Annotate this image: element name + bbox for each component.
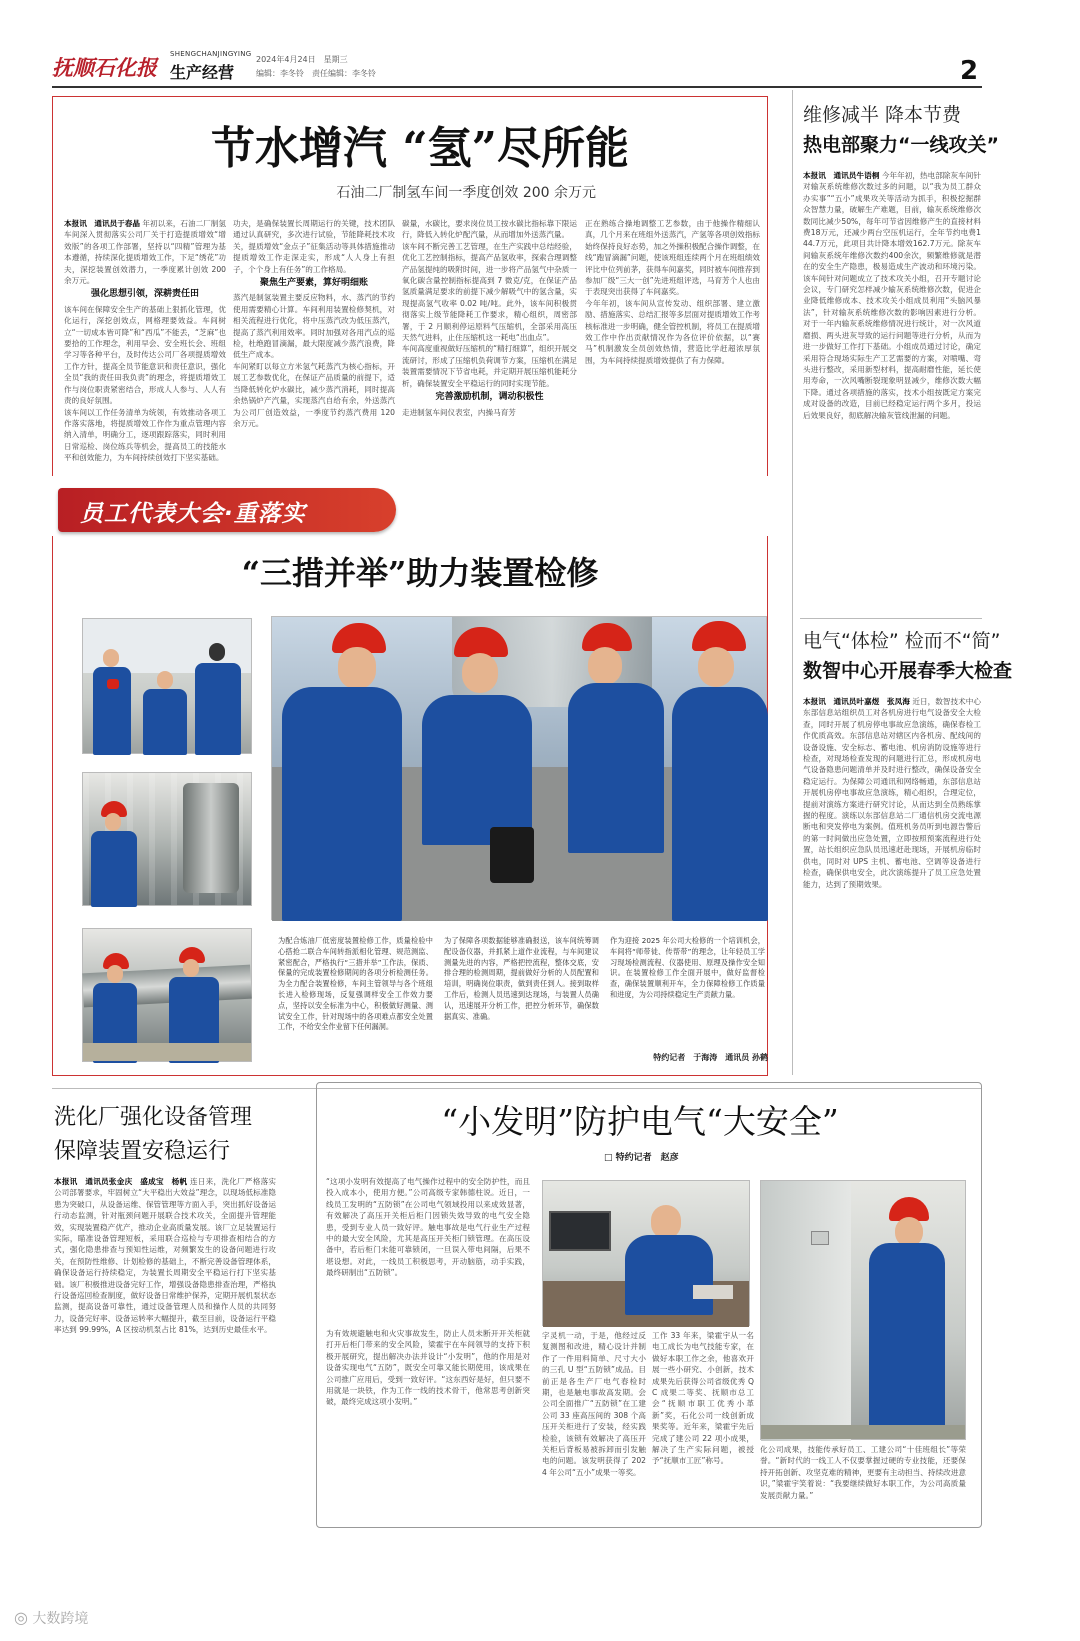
right-2-text: 近日，数智技术中心东部信息站组织员工对各机房进行电气设备安全大检查，同时开展了机房停电事故应急演练，确保春检工作优质高效。东部信息站对辖区内各机房、配线间的设备设施、安全标志、蓄电池、机房消防设施等进行检查，对现场检查发现的问题进行汇总，形成机房电气设备隐患问题清单并及时进行整改，确保设备安全稳定运行。为保障公司通讯和网络畅通，东部信息站开展机房停电事故应急演练，精心组织，合理定位，提前对演练方案进行研究讨论，从而达到全员熟练掌握的程度。演练以东部信息站二厂通信机房交流电源断电和突发停电为案例。值班机务员听到电源告警后的第一时间做出应急处置，立即按照预案流程进行处置，站长组织应急队员迅速赶赴现场，开展机房临时供电，同时对 UPS 主机、蓄电池、空调等设备进行检查，确保供电安全，此次演练提升了员工应急处置能力，达到了预期效果。: [803, 697, 982, 889]
article-1-p6: 碳量，水碳比，要求岗位员工按水碳比指标靠下限运行，降低入转化炉配汽量，从而增加外送蒸汽量。: [402, 219, 577, 240]
article-1-p9: 走进制氢车间仪表室，内操马育芳: [402, 407, 516, 417]
right-1-text: 今年年初，热电部除灰车间针对输灰系统维修次数过多的问题，以“我为员工群众办实事”“五小”成果攻关等活动为抓手，积极挖掘群众智慧力量，破解生产难题，目前，输灰系统维修次数同比减少50%，每年可节省因维修产生的直接材料费18万元，还减少两台空压机运行，全年节约电费144.7万元，此项目共计降本增效162.7万元。除灰车间输灰系统年维修次数约400余次，频繁维修就是潜在的安全生产隐患，极易造成生产波动和环境污染。该车间针对问题成立了技术攻关小组，召开专题讨论会议，专门研究怎样减少输灰系统维修次数，促进企业降低维修成本、技术攻关小组成员利用“头脑风暴法”，针对输灰系统维修次数的影响因素进行分析。对于一年内输灰系统维修情况进行统计，对一次风道磨损、两头进灰导致的运行问题等进行分析，从而为进一步做好工作打下基础。小组成员通过讨论，确定采用符合现场实际生产工艺需要的方案，对喷嘴、弯头进行整改，采用新型材料，提高耐磨性能，延长使用寿命，一次风嘴断裂现象明显减少，维修次数大幅下降。通过各项措施的落实，技术小组按既定方案完成对设备的改造，目前已经稳定运行两个多月，投运后效果良好，彻底解决输灰管线泄漏的问题。: [803, 171, 982, 420]
right-1-byline: 本报讯 通讯员牛语桐: [803, 171, 880, 180]
inventor-photo-panel: [760, 1180, 966, 1440]
issue-date: 2024年4月24日 星期三: [256, 55, 348, 64]
article-1-p7: 该车间不断完善工艺管理，在生产实践中总结经验，优化工艺控制指标，提高产品氢收率，探索合理调整产品氢提纯的吸附时间，进一步将产品氢气中杂质一氧化碳含量控制指标提高到 7 微克/克，在保证产品氢质量满足要求的前提下减少解吸气中的氢含量，实现提高氢气收率 0.02 吨/吨。此外，该车间积极贯彻落实上级节能降耗工作要求，精心组织，周密部署，于 2 月顺利停运原料气压缩机，全部采用高压天然气进料，止住压缩机这一耗电“出血点”。: [402, 241, 577, 343]
article-3-title-line-1: 洗化厂强化设备管理: [54, 1105, 253, 1130]
right-1-title-line-1: 维修减半 降本节费: [803, 104, 962, 126]
article-1-subhead-3: 完善激励机制，调动积极性: [435, 392, 544, 403]
article-1-col-2: [233, 218, 395, 478]
section-name: 生产经营: [170, 63, 235, 82]
article-4-col-3: 字灵机一动，于是，他经过反复测图和改进，精心设计并制作了一件用料简单、尺寸大小的三孔 U 型“五防锁”成品。目前正是各生产厂电气春检时期，也是触电事故高发期。会公司全面推广“五防锁”在工建公司 33 座高压间的 308 个高压开关柜进行了安装，经实践检验，该锁有效解决了高压开关柜后背板易被拆卸而引发触电的问题。该发明获得了 2024 年公司“五小”成果一等奖。: [542, 1331, 646, 1477]
watermark-logo-icon: ◎: [14, 1608, 28, 1627]
editor-credit: 编辑：李冬铃 责任编辑：李冬铃: [256, 69, 376, 78]
right-1-body: [803, 170, 981, 610]
right-1-title-line-2: 热电部聚力“一线攻关”: [803, 134, 999, 156]
article-1-col-3: [402, 218, 577, 528]
article-4-credit-text: 特约记者 赵彦: [615, 1153, 679, 1163]
inspection-photo-main: [271, 616, 767, 920]
right-2-title-line-2: 数智中心开展春季大检查: [803, 660, 1013, 682]
conference-banner: [58, 488, 396, 532]
article-3-title-line-2: 保障装置安稳运行: [54, 1139, 231, 1164]
inventor-photo-desk: [542, 1180, 750, 1326]
article-4-credit: [604, 1150, 679, 1163]
article-3-body: [54, 1176, 276, 1536]
page-number: 2: [960, 56, 979, 86]
article-4-credit-marker: □: [604, 1153, 616, 1163]
article-4-title: “小发明”防护电气“大安全”: [441, 1102, 839, 1141]
conference-banner-text: 员工代表大会·重落实: [80, 501, 306, 527]
article-1-title: 节水增汽 “氢”尽所能: [211, 123, 629, 174]
article-3-text: 连日来，洗化厂严格落实公司部署要求，牢固树立“大平稳出大效益”理念，以现场低标准隐患为突破口，从设备运维、保管管理等方面入手，突出抓好设备运行动态监测，针对瓶颈问题开展联合技术攻关，全面提升管理能效，实现装置稳产优产，推动企业高质量发展。该厂立足装置运行实际，瞄准设备管理短板，采用联合巡检与专项排查相结合的方式，强化隐患排查与预知性运维，对频繁发生的设备问题进行攻关，在预防性维修、计划检修的基础上，不断完善设备管理体系，确保设备运行持续稳定，为装置长周期安全平稳运行打下坚实基础。该厂积极推进设备完好工作，增强设备隐患排查治理，严格执行设备巡回检查制度，做好设备日常维护保养，定期开展机泵状态监测，提高设备可靠性，通过设备管理人员和操作人员的共同努力，设备完好率、设备运转率大幅提升，截至目前，设备运行平稳率达到 99.99%，A 区按动机泵占比 81%，达到历史最佳水平。: [54, 1177, 277, 1335]
article-1-p3: 功夫，是确保装置长周期运行的关键，技术团队通过认真研究，多次进行试验，节能降耗技术攻关，提质增效“金点子”征集活动等具体措施推动提质增效工作走深走实，形成“人人身上有担子，个个身上有任务”的工作格局。: [233, 219, 395, 274]
article-4-col-2: 为有效规避触电和火灾事故发生，防止人员未断开开关柜就打开后柜门带来的安全风险，梁霍宇在车间领导的支持下积极开展研究，提出解决办法并设计“小发明”，他的作用是对设备实现电气“五防”，既安全可靠又能长期使用，该成果在公司推广应用后，受到一致好评。“这东西好是好，但只要不用就是一块铁，作为工作一线的技术骨干，他常思考创新突破，最终完成这项小发明。”: [326, 1329, 530, 1407]
article-4-col-5: 化公司成果，技能传承好员工、工建公司“十佳班组长”等荣誉。“新时代的一线工人不仅要掌握过硬的专业技能，还要保持开拓创新、攻坚克难的精神，更要有主动担当、持续改进意识，”梁霍宇笑着说：“我要继续做好本职工作，为公司高质量发展贡献力量。”: [760, 1445, 966, 1500]
article-2-title: “三措并举”助力装置检修: [241, 554, 599, 592]
right-2-title-line-1: 电气“体检” 检而不“简”: [803, 630, 1001, 652]
article-1-col-4: [585, 218, 760, 528]
article-1-p5: 车间紧盯以每立方米氢气耗蒸汽为核心指标，开展工艺参数优化，在保证产品质量的前提下，适当降低转化炉水碳比，减少蒸汽消耗，同时提高余热锅炉产汽量，实现蒸汽自给有余，外送蒸汽为公司厂创造效益，一季度节约蒸汽费用 120 余万元。: [233, 361, 395, 428]
article-1-p10: 正在熟练合操地调整工艺参数，由于他操作精细认真，几个月来在班组外送蒸汽，产氢等各项创效指标始终保持良好态势，加之外操积极配合操作调整，在线“跑冒滴漏”问题，使该班组连续两个月在班组绩效评比中位列前茅，获得车间嘉奖，同时被车间推荐到参加厂级“三大一创”先进班组评选，马育芳个人也由于表现突出获得了车间嘉奖。: [585, 219, 760, 297]
masthead-logo: 抚顺石化报: [52, 55, 157, 80]
article-1-subhead-1: 强化思想引领，深耕责任田: [90, 289, 199, 300]
article-1-p1: 该车间在保障安全生产的基础上狠抓化管理，优化运行，深挖创效点，网格理要效益。车间树立“一切成本皆可降”和“西瓜”不能丢，“芝麻”也要拾的工作理念，利用早会、安全班长会、班组学习等各种平台，及时传达公司厂各项提质增效工作方针，提高全员节能意识和责任意识，强化全员“我的责任田我负责”的理念，将提质增效工作与岗位职责紧密结合，形成人人参与、人人有责的良好氛围。: [64, 304, 226, 406]
inspection-photo-2: [82, 772, 252, 906]
article-2-col-1: 为配合炼油厂低密度装置检修工作，质量检验中心搭抢二联合车间转指派相化管理、规范测监、紧密配合，严格执行“三措并举”工作法，保质、保量的完成装置检修期间的各项分析检测任务。为全力配合装置检修，车间主管领导与各个班组长进入检修现场，反复强调样安全工作效力要点，坚持以安全标准为中心，积极做好测量、测试安全工作，针对现场中的各项难点都安全处置工作，不给安全作业留下任何漏洞。: [278, 936, 433, 1032]
article-1-col-1: [64, 218, 227, 463]
article-1-p2: 该车间以工作任务清单为统领，有效推动各项工作落实落地，将提质增效工作作为重点管理内容纳入清单，明确分工，逐项跟踪落实，同时利用日常巡检、岗位练兵等机会，提高员工的技能水平和创效能力，为车间持续创效打下坚实基础。: [64, 407, 226, 463]
section-pinyin: SHENGCHANJINGYING: [170, 50, 252, 58]
article-1-p4: 蒸汽是制氢装置主要反应物料，水、蒸汽的节约使用需要精心计算。车间利用装置检修契机，对相关流程进行优化，将中压蒸汽改为低压蒸汽，提高了蒸汽利用效率。同时加强对各用汽点的巡检，杜绝跑冒滴漏，最大限度减少蒸汽浪费，降低生产成本。: [233, 293, 395, 360]
article-2-credit: 特约记者 于海涛 通讯员 孙鹤: [653, 1053, 768, 1062]
article-1-lead: 年初以来，石油二厂制氢车间深入贯彻落实公司厂关于打造提质增效“增效版”的各项工作部署，坚持以“四精”管理为基本遵循，持续深化提质增效工作，下足“绣花”功夫，深挖装置创效潜力，一季度累计创效 200 余万元。: [64, 219, 227, 286]
article-4-col-1: “这项小发明有效提高了电气操作过程中的安全防护性，而且投入成本小，使用方便。”公司高级专家韩德柱说。近日，一线员工发明的“五防锁”在公司电气领域投用以来成效显著，有效解决了高压开关柜后柜门因锁失效导致的电气安全隐患，受到专业人员一致好评。触电事故是电气行业生产过程中的最大安全风险，尤其是高压开关柜门锁管理。在高压设备中，若后柜门未能可靠锁闭，一旦误入带电间隔，后果不堪设想。对此，一线员工积极思考，开动脑筋，动手实践，最终研制出“五防锁”。: [326, 1177, 530, 1278]
article-1-p8: 车间高度重视做好压缩机的“精打细算”，组织开展交流研讨，形成了压缩机负荷调节方案，压缩机在满足装置需要情况下节省电耗，并定期开展压缩机能耗分析，确保装置安全平稳运行的同时实现节能。: [402, 344, 577, 388]
right-column-divider: [792, 90, 793, 1075]
article-1-p11: 今年年初，该车间从宣传发动、组织部署、建立激励、措施落实、总结汇报等多层面对提质增效工作考核标准进一步明确，健全管控机制，将员工在提质增效工作中作出贡献情况作为各位评价依据，以“赛马”机制激发全员创效热情，营造比学赶超浓厚氛围，为车间持续提质增效提供了有力保障。: [585, 298, 760, 365]
article-4-col-4: 工作 33 年来，梁霍宇从一名电工成长为电气技能专家，在做好本职工作之余，他喜欢开展一些小研究、小创新，技术成果先后获得公司省级优秀 QC 成果二等奖、抚顺市总工会“抚顺市职工优秀小革新”奖，石化公司一线创新成果奖等。近年来，梁霍宇先后完成了建公司 22 项小成果，解决了生产实际问题，被授予“抚顺市工匠”称号。: [652, 1331, 754, 1466]
article-2-col-3: 作为迎接 2025 年公司大检修的一个培训机会，车间将“师带徒、传帮带”的理念，让年轻员工学习现场检测流程、仪器使用、原理及操作安全知识。在装置检修工作全面开展中，做好监督检查，确保装置顺利开车，全力保障检修工作质量和进度，为公司持续稳定生产贡献力量。: [610, 936, 765, 999]
right-2-body: [803, 696, 981, 1066]
watermark-text: 大数跨境: [32, 1611, 89, 1627]
article-2-col-2: 为了保障各项数据能够准确报送，该车间统筹调配设备仪器，并抓紧上道作业流程，与车间建议测量先进的内容，严格把控流程，整体交底，安排合理的检测周期，提前做好分析的人员配置和培训，明确岗位职责，做到责任到人。接到取样工作后，检测人员迅速到达现场，与装置人员确认，迅速展开分析工作，把控分析环节，确保数据真实、准确。: [444, 936, 599, 1021]
masthead-rule: [52, 86, 982, 88]
article-1-byline: 本报讯 通讯员于春晶: [64, 219, 140, 228]
right-2-byline: 本报讯 通讯员叶嘉煜 张凤海: [803, 697, 910, 706]
article-3-byline: 本报讯 通讯员张金庆 盛成宝 杨帆: [54, 1177, 188, 1186]
inspection-photo-3: [82, 928, 252, 1062]
article-1-subhead-2: 聚焦生产要素，算好明细账: [259, 278, 368, 289]
article-1-subtitle: 石油二厂制氢车间一季度创效 200 余万元: [336, 185, 596, 201]
right-column-rule: [800, 618, 982, 619]
inspection-photo-1: [82, 618, 252, 754]
watermark: [14, 1608, 88, 1628]
